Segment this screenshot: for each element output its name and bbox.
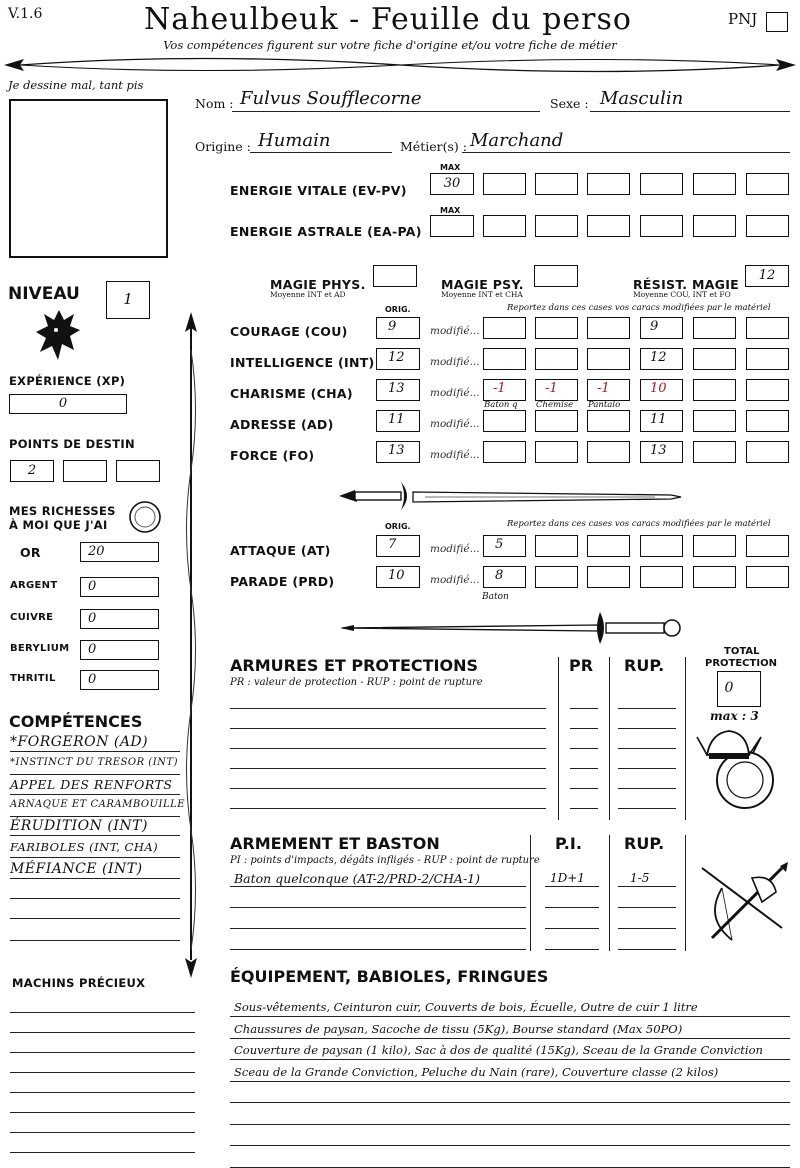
stat-mod-box[interactable]: [587, 410, 630, 432]
stat-mod-value: 9: [650, 319, 659, 334]
machins-line[interactable]: [10, 1112, 195, 1113]
version: V.1.6: [8, 6, 43, 22]
cha-caption: Baton q: [484, 400, 518, 410]
ev-max-label: MAX: [440, 163, 461, 172]
machins-line[interactable]: [10, 1032, 195, 1033]
armures-divider-3: [685, 657, 686, 820]
resist-magie-label: RÉSIST. MAGIE: [633, 277, 740, 292]
competence-line: [10, 918, 180, 919]
stat-mod-box[interactable]: [693, 441, 736, 463]
ea-max-box[interactable]: [430, 215, 474, 237]
nom-line: [232, 111, 540, 112]
combat-mod-box[interactable]: [640, 535, 683, 557]
combat-mod-box[interactable]: [535, 566, 578, 588]
arme-name: Baton quelconque (AT-2/PRD-2/CHA-1): [234, 871, 481, 886]
armement-divider-3: [685, 835, 686, 951]
destin-label: POINTS DE DESTIN: [9, 437, 135, 451]
origine-label: Origine :: [195, 139, 251, 154]
origine-line: [250, 152, 392, 153]
equipement-line[interactable]: [230, 1081, 790, 1082]
armure-pr-line[interactable]: [570, 728, 598, 729]
armure-line[interactable]: [230, 788, 546, 789]
portrait-caption: Je dessine mal, tant pis: [8, 78, 144, 92]
stat-mod-value: -1: [493, 381, 506, 396]
armement-divider-1: [530, 835, 531, 951]
nom-value[interactable]: Fulvus Soufflecorne: [240, 88, 422, 109]
equipement-line[interactable]: [230, 1059, 790, 1060]
magie-phys-note: Moyenne INT et AD: [270, 290, 346, 299]
equipement-line[interactable]: [230, 1124, 790, 1125]
arme-rup-line[interactable]: [618, 907, 676, 908]
metier-label: Métier(s) :: [400, 139, 467, 154]
armures-divider-1: [558, 657, 559, 820]
armure-pr-line[interactable]: [570, 748, 598, 749]
competence-line: [10, 774, 180, 775]
competence-line: [10, 940, 180, 941]
stat-mod-box[interactable]: [693, 379, 736, 401]
stat-label: ADRESSE (AD): [230, 417, 334, 432]
equipement-line[interactable]: [230, 1016, 790, 1017]
metier-line: [462, 152, 790, 153]
stat-mod-box[interactable]: [535, 348, 578, 370]
stat-label: INTELLIGENCE (INT): [230, 355, 375, 370]
ea-track-box[interactable]: [535, 215, 578, 237]
pnj-label: PNJ: [728, 10, 758, 28]
money-value: 0: [88, 579, 97, 594]
armure-rup-line[interactable]: [618, 768, 676, 769]
armure-rup-line[interactable]: [618, 708, 676, 709]
origine-value[interactable]: Humain: [258, 130, 331, 151]
stat-mod-box[interactable]: [587, 441, 630, 463]
combat-orig-label: ORIG.: [385, 522, 411, 531]
nom-label: Nom :: [195, 96, 234, 111]
equipement-line[interactable]: [230, 1038, 790, 1039]
combat-mod-box[interactable]: [746, 566, 789, 588]
stat-mod-box[interactable]: [587, 348, 630, 370]
stat-label: FORCE (FO): [230, 448, 315, 463]
stat-mod-box[interactable]: [746, 410, 789, 432]
money-label: OR: [20, 545, 41, 560]
competence-line: [10, 857, 180, 858]
cha-caption: Pantalo: [588, 400, 621, 410]
vertical-spear-icon: [180, 310, 202, 980]
equipement-line[interactable]: [230, 1145, 790, 1146]
sexe-value[interactable]: Masculin: [600, 88, 684, 109]
armures-pr-label: PR: [569, 656, 594, 675]
money-value: 0: [88, 611, 97, 626]
stat-modifie-label: modifié...: [430, 449, 480, 461]
total-label-1: TOTAL: [724, 646, 760, 657]
ea-track-box[interactable]: [483, 215, 526, 237]
machins-line[interactable]: [10, 1052, 195, 1053]
stat-mod-value: -1: [597, 381, 610, 396]
combat-modifie-label: modifié...: [430, 574, 480, 586]
stat-mod-box[interactable]: [535, 410, 578, 432]
cha-caption: Chemise: [536, 400, 574, 410]
stat-mod-value: -1: [545, 381, 558, 396]
weapons-icon: [692, 858, 792, 950]
stat-mod-box[interactable]: [483, 441, 526, 463]
arme-rup-line[interactable]: [618, 886, 676, 887]
destin-value: 2: [27, 463, 37, 478]
combat-mod-value: 8: [495, 568, 504, 583]
armures-rup-label: RUP.: [624, 656, 665, 675]
stat-modifie-label: modifié...: [430, 356, 480, 368]
stat-mod-box[interactable]: [483, 410, 526, 432]
machins-label: MACHINS PRÉCIEUX: [12, 976, 146, 990]
machins-line[interactable]: [10, 1012, 195, 1013]
armement-divider-2: [609, 835, 610, 951]
ev-track-box[interactable]: [535, 173, 578, 195]
sword-icon: [335, 478, 685, 514]
magie-psy-note: Moyenne INT et CHA: [441, 290, 523, 299]
stat-orig-value: 13: [388, 381, 405, 396]
sexe-label: Sexe :: [550, 96, 589, 111]
armure-pr-line[interactable]: [570, 708, 598, 709]
magie-phys-label: MAGIE PHYS.: [270, 277, 366, 292]
ea-track-box[interactable]: [693, 215, 736, 237]
money-label: ARGENT: [10, 580, 58, 591]
stat-mod-box[interactable]: [483, 348, 526, 370]
stat-label: CHARISME (CHA): [230, 386, 353, 401]
machins-line[interactable]: [10, 1152, 195, 1153]
spear-divider-icon: [2, 54, 798, 76]
competence-line: [10, 898, 180, 899]
armure-line[interactable]: [230, 708, 546, 709]
combat-mod-value: 5: [495, 537, 504, 552]
arme-line[interactable]: [230, 928, 526, 929]
machins-line[interactable]: [10, 1072, 195, 1073]
stat-mod-value: 12: [650, 350, 667, 365]
magie-psy-box[interactable]: [534, 265, 578, 287]
combat-mod-box[interactable]: [746, 535, 789, 557]
armure-line[interactable]: [230, 768, 546, 769]
armure-pr-line[interactable]: [570, 788, 598, 789]
magie-phys-box[interactable]: [373, 265, 417, 287]
equipement-line[interactable]: [230, 1167, 790, 1168]
ev-track-box[interactable]: [693, 173, 736, 195]
stat-label: COURAGE (COU): [230, 324, 348, 339]
stat-mod-value: 13: [650, 443, 667, 458]
arme-pi-line[interactable]: [545, 886, 599, 887]
combat-caption: Baton: [482, 592, 509, 602]
armement-rup-label: RUP.: [624, 834, 665, 853]
stat-modifie-label: modifié...: [430, 387, 480, 399]
armure-rup-line[interactable]: [618, 788, 676, 789]
ev-label: ENERGIE VITALE (EV-PV): [230, 183, 407, 198]
stat-modifie-label: modifié...: [430, 418, 480, 430]
stat-orig-value: 12: [388, 350, 405, 365]
magie-psy-label: MAGIE PSY.: [441, 277, 524, 292]
stat-mod-box[interactable]: [587, 317, 630, 339]
combat-label: PARADE (PRD): [230, 574, 335, 589]
armure-line[interactable]: [230, 748, 546, 749]
stat-orig-value: 11: [388, 412, 405, 427]
orig-label: ORIG.: [385, 305, 411, 314]
ea-track-box[interactable]: [587, 215, 630, 237]
stats-note: Reportez dans ces cases vos caracs modifiées par le matériel: [507, 303, 771, 313]
money-label: BERYLIUM: [10, 643, 70, 654]
competence-item: *FORGERON (AD): [10, 734, 149, 750]
combat-label: ATTAQUE (AT): [230, 543, 331, 558]
ea-track-box[interactable]: [746, 215, 789, 237]
destin-box-2[interactable]: [63, 460, 107, 482]
combat-orig-value: 10: [388, 568, 405, 583]
portrait-frame[interactable]: [9, 99, 168, 258]
equipement-item: Sceau de la Grande Conviction, Peluche du Nain (rare), Couverture classe (2 kilos): [234, 1064, 719, 1079]
arme-rup-line[interactable]: [618, 949, 676, 950]
armure-rup-line[interactable]: [618, 748, 676, 749]
niveau-value: 1: [123, 290, 133, 308]
arme-rup-line[interactable]: [618, 928, 676, 929]
armure-rup-line[interactable]: [618, 728, 676, 729]
equipement-item: Chaussures de paysan, Sacoche de tissu (5Kg), Bourse standard (Max 50PO): [234, 1021, 683, 1036]
arme-rup: 1-5: [630, 871, 650, 885]
armure-line[interactable]: [230, 728, 546, 729]
xp-label: EXPÉRIENCE (XP): [9, 374, 126, 388]
total-label-2: PROTECTION: [705, 658, 777, 669]
combat-mod-box[interactable]: [640, 566, 683, 588]
stat-mod-box[interactable]: [693, 317, 736, 339]
competence-item: ARNAQUE ET CARAMBOUILLE: [10, 799, 186, 810]
competence-item: APPEL DES RENFORTS: [10, 777, 173, 792]
ea-label: ENERGIE ASTRALE (EA-PA): [230, 224, 422, 239]
armure-pr-line[interactable]: [570, 768, 598, 769]
equipement-line[interactable]: [230, 1102, 790, 1103]
competence-item: MÉFIANCE (INT): [10, 861, 143, 877]
sword-icon-2: [338, 608, 684, 648]
combat-modifie-label: modifié...: [430, 543, 480, 555]
armures-divider-2: [609, 657, 610, 820]
resist-magie-value: 12: [758, 268, 776, 283]
combat-orig-value: 7: [388, 537, 397, 552]
competences-label: COMPÉTENCES: [9, 712, 143, 731]
stat-mod-box[interactable]: [693, 348, 736, 370]
total-max: max : 3: [710, 709, 759, 723]
ea-track-box[interactable]: [640, 215, 683, 237]
money-value: 0: [88, 672, 97, 687]
equipement-item: Couverture de paysan (1 kilo), Sac à dos de qualité (15Kg), Sceau de la Grande Conviction: [234, 1043, 763, 1057]
richesses-label-1: MES RICHESSES: [9, 504, 116, 518]
equipement-title: ÉQUIPEMENT, BABIOLES, FRINGUES: [230, 967, 549, 986]
page-subtitle: Vos compétences figurent sur votre fiche d'origine et/ou votre fiche de métier: [163, 38, 617, 52]
armures-title: ARMURES ET PROTECTIONS: [230, 656, 478, 675]
machins-line[interactable]: [10, 1092, 195, 1093]
stat-mod-box[interactable]: [693, 410, 736, 432]
stat-mod-box[interactable]: [746, 441, 789, 463]
stat-mod-box[interactable]: [746, 379, 789, 401]
money-label: THRITIL: [10, 673, 56, 684]
combat-mod-box[interactable]: [535, 535, 578, 557]
competence-line: [10, 794, 180, 795]
ev-track-box[interactable]: [640, 173, 683, 195]
armement-subtitle: PI : points d'impacts, dégâts infligés - RUP : point de rupture: [230, 855, 540, 866]
ev-track-box[interactable]: [483, 173, 526, 195]
arme-pi: 1D+1: [550, 871, 585, 885]
arme-pi-line[interactable]: [545, 928, 599, 929]
armure-pr-line[interactable]: [570, 808, 598, 809]
arme-line[interactable]: [230, 886, 526, 887]
combat-note: Reportez dans ces cases vos caracs modifiées par le matériel: [507, 519, 771, 529]
dragon-icon: [34, 306, 84, 364]
destin-box-3[interactable]: [116, 460, 160, 482]
armement-title: ARMEMENT ET BASTON: [230, 834, 440, 853]
stat-mod-box[interactable]: [746, 348, 789, 370]
ev-track-box[interactable]: [746, 173, 789, 195]
machins-line[interactable]: [10, 1132, 195, 1133]
metier-value[interactable]: Marchand: [470, 130, 564, 151]
richesses-label-2: À MOI QUE J'AI: [9, 518, 108, 532]
stat-mod-box[interactable]: [746, 317, 789, 339]
money-label: CUIVRE: [10, 612, 54, 623]
competence-line: [10, 878, 180, 879]
pnj-checkbox[interactable]: [766, 12, 788, 32]
helmet-shield-icon: [695, 725, 781, 815]
armement-pi-label: P.I.: [555, 834, 582, 853]
competence-line: [10, 751, 180, 752]
armure-line[interactable]: [230, 808, 546, 809]
stat-modifie-label: modifié...: [430, 325, 480, 337]
competence-line: [10, 816, 180, 817]
ev-max-value: 30: [443, 176, 461, 191]
ev-track-box[interactable]: [587, 173, 630, 195]
xp-value: 0: [58, 396, 68, 411]
competence-item: ÉRUDITION (INT): [10, 818, 148, 834]
combat-mod-box[interactable]: [587, 535, 630, 557]
resist-magie-note: Moyenne COU, INT et FO: [633, 290, 731, 299]
arme-line[interactable]: [230, 949, 526, 950]
competence-line: [10, 835, 180, 836]
combat-mod-box[interactable]: [693, 535, 736, 557]
armure-rup-line[interactable]: [618, 808, 676, 809]
competence-item: FARIBOLES (INT, CHA): [10, 840, 159, 854]
stat-mod-box[interactable]: [535, 441, 578, 463]
stat-orig-value: 13: [388, 443, 405, 458]
stat-mod-value: 10: [650, 381, 667, 396]
niveau-label: NIVEAU: [8, 284, 80, 304]
stat-mod-box[interactable]: [535, 317, 578, 339]
armures-subtitle: PR : valeur de protection - RUP : point de rupture: [230, 677, 483, 688]
sexe-line: [590, 111, 790, 112]
combat-mod-box[interactable]: [587, 566, 630, 588]
coin-icon: [128, 500, 162, 534]
competence-item: *INSTINCT DU TRESOR (INT): [10, 757, 178, 768]
page-title: Naheulbeuk - Feuille du perso: [144, 2, 632, 37]
money-value: 0: [88, 642, 97, 657]
ea-max-label: MAX: [440, 206, 461, 215]
stat-orig-value: 9: [388, 319, 397, 334]
stat-mod-box[interactable]: [483, 317, 526, 339]
total-protection-value: 0: [724, 680, 734, 696]
combat-mod-box[interactable]: [693, 566, 736, 588]
stat-mod-value: 11: [650, 412, 667, 427]
money-value: 20: [88, 544, 105, 559]
arme-pi-line[interactable]: [545, 907, 599, 908]
arme-line[interactable]: [230, 907, 526, 908]
arme-pi-line[interactable]: [545, 949, 599, 950]
equipement-item: Sous-vêtements, Ceinturon cuir, Couverts de bois, Écuelle, Outre de cuir 1 litre: [234, 1000, 698, 1014]
